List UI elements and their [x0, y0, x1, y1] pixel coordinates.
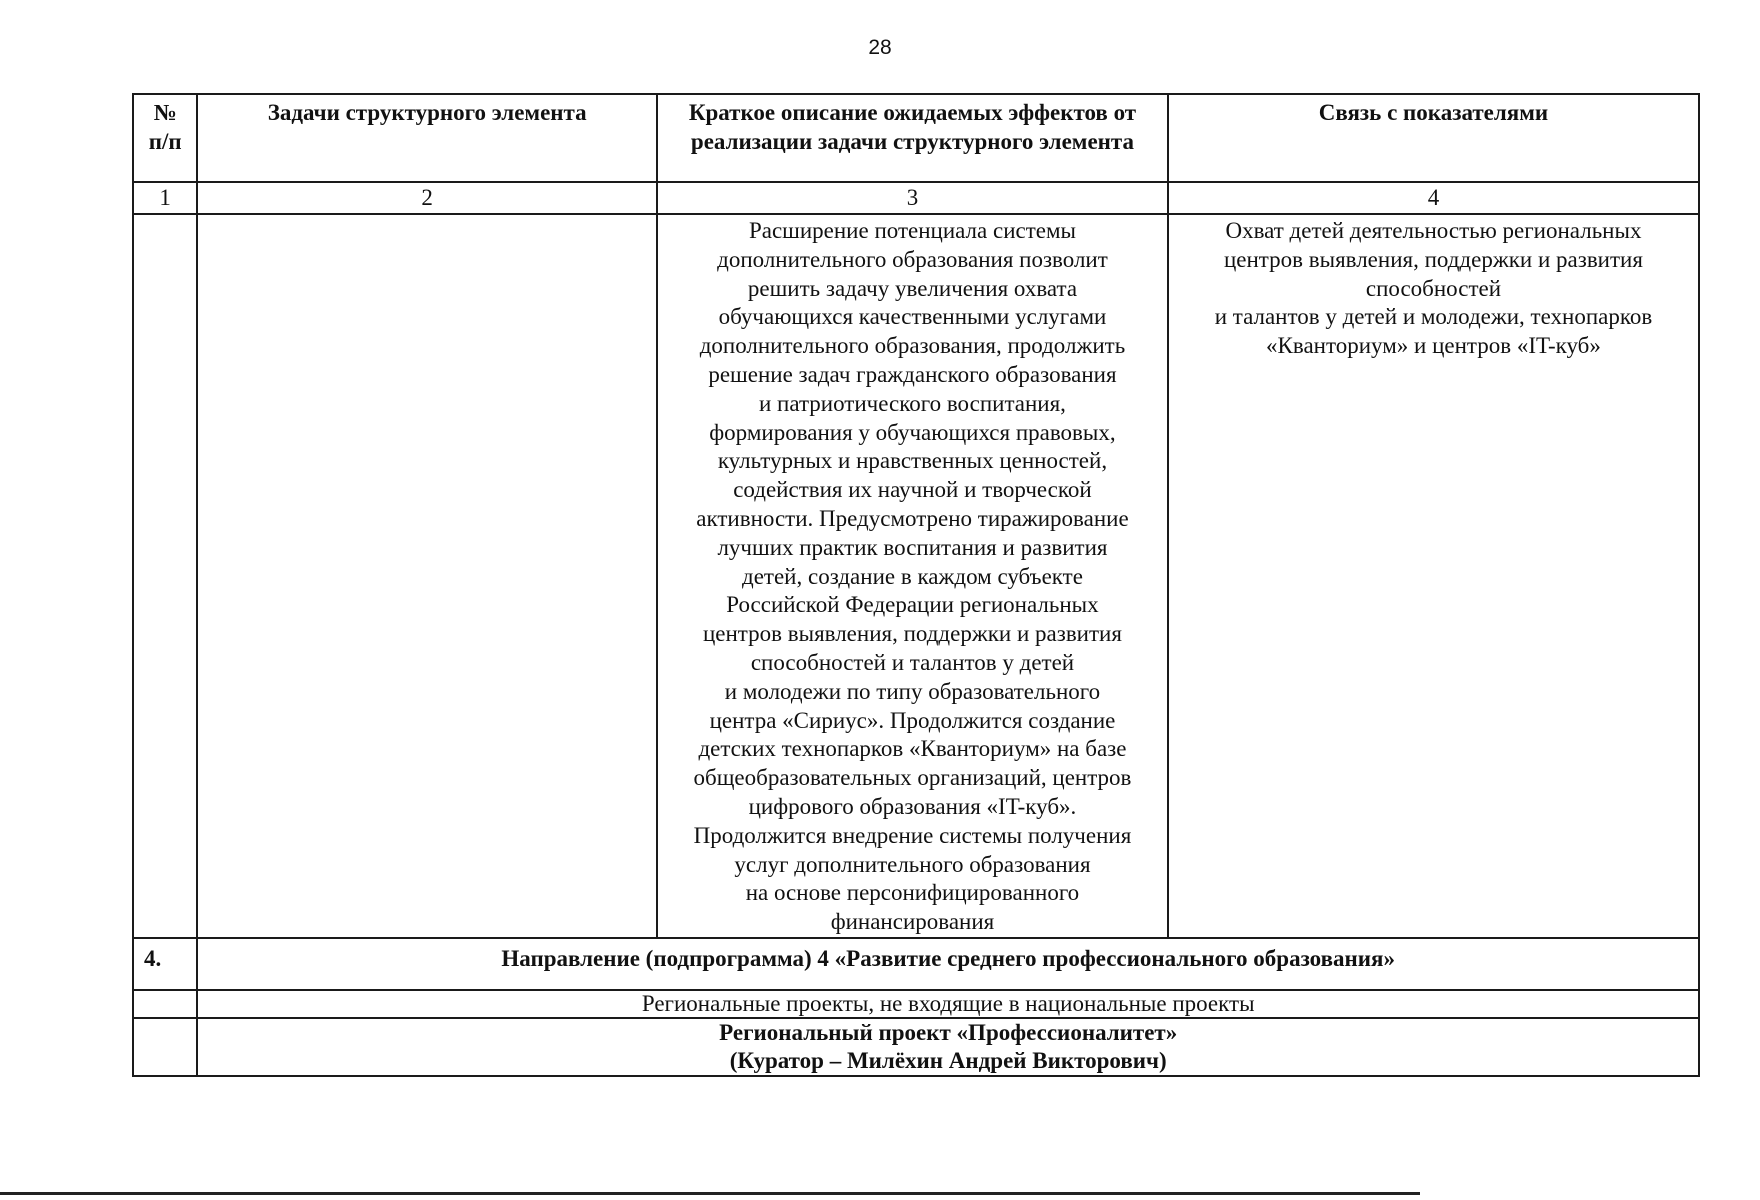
column-index-3: 3 [657, 182, 1168, 214]
project-number [133, 1018, 197, 1076]
subsection-title: Региональные проекты, не входящие в национальные проекты [197, 990, 1699, 1018]
header-description: Краткое описание ожидаемых эффектов от реализации задачи структурного элемента [657, 94, 1168, 182]
project-title: Региональный проект «Профессионалитет» (Куратор – Милёхин Андрей Викторович) [197, 1018, 1699, 1076]
subsection-row [133, 990, 1699, 1018]
subsection-number [133, 990, 197, 1018]
description-cell: Расширение потенциала системы дополнительного образования позволит решить задачу увеличения охвата обучающихся качественными услугами дополнительного образования, продолжить решение задач гражданского образования и патриотического воспитания, формирования у обучающихся правовых, культурных и нравственных ценностей, содействия их научной и творческой активности. Предусмотрено тиражирование лучших практик воспитания и развития детей, создание в каждом субъекте Российской Федерации региональных центров выявления, поддержки и развития способностей и талантов у детей и молодежи по типу образовательного центра «Сириус». Продолжится создание детских технопарков «Кванториум» на базе общеобразовательных организаций, центров цифрового образования «IT-куб». Продолжится внедрение системы получения услуг дополнительного образования на основе персонифицированного финансирования [657, 214, 1168, 938]
table-row [133, 214, 1699, 938]
column-index-2: 2 [197, 182, 657, 214]
header-indicators: Связь с показателями [1168, 94, 1699, 182]
row-number-cell [133, 214, 197, 938]
column-index-4: 4 [1168, 182, 1699, 214]
column-index-row [133, 182, 1699, 214]
column-index-1: 1 [133, 182, 197, 214]
task-cell [197, 214, 657, 938]
section-row [133, 938, 1699, 990]
bottom-divider [0, 1192, 1420, 1195]
page-number: 28 [868, 36, 892, 59]
header-number: № п/п [133, 94, 197, 182]
table-header-row [133, 94, 1699, 182]
project-row [133, 1018, 1699, 1076]
structural-elements-table [132, 93, 1700, 1077]
section-number: 4. [133, 938, 197, 990]
indicators-cell: Охват детей деятельностью региональных центров выявления, поддержки и развития способностей и талантов у детей и молодежи, технопарков «Кванториум» и центров «IT-куб» [1168, 214, 1699, 938]
header-tasks: Задачи структурного элемента [197, 94, 657, 182]
section-title: Направление (подпрограмма) 4 «Развитие среднего профессионального образования» [197, 938, 1699, 990]
